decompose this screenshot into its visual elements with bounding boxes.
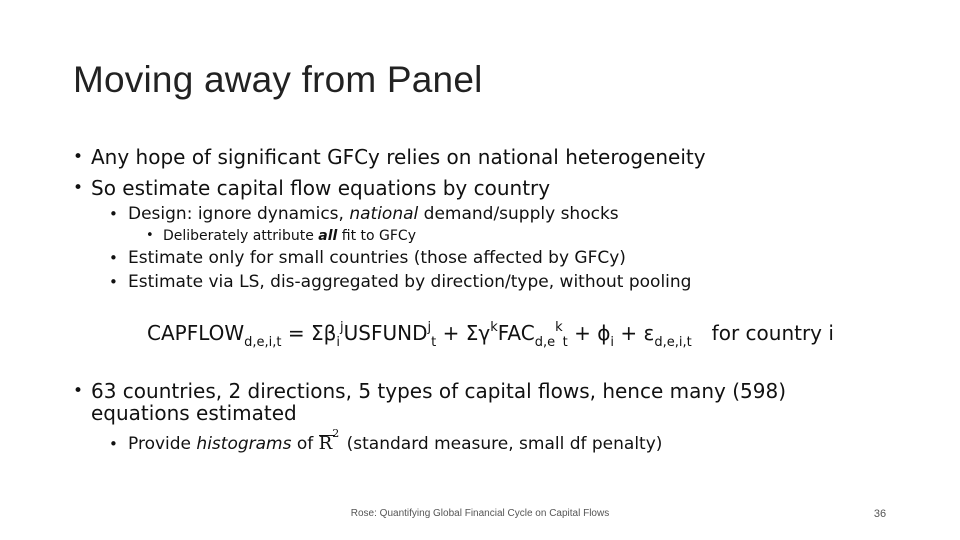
bullet-icon: •	[109, 273, 118, 291]
page-number: 36	[873, 508, 887, 520]
bullet-estimate-by-country: So estimate capital flow equations by country	[91, 176, 551, 200]
bullet-small-countries: Estimate only for small countries (those affected by GFCy)	[128, 248, 626, 268]
bullet-icon: •	[146, 228, 154, 243]
r-bar-squared-symbol: $R^2$	[318, 427, 340, 454]
bullet-ls-estimation: Estimate via LS, dis-aggregated by direction/type, without pooling	[128, 272, 692, 292]
bullet-icon: •	[109, 205, 118, 223]
bullet-icon: •	[109, 435, 118, 453]
bullet-icon: •	[73, 178, 84, 198]
bullet-countries-line1: 63 countries, 2 directions, 5 types of capital flows, hence many (598)	[91, 379, 787, 403]
bullet-attribute-fit: Deliberately attribute all fit to GFCy	[163, 228, 416, 244]
bullet-icon: •	[73, 381, 84, 401]
slide-title: Moving away from Panel	[73, 59, 483, 100]
bullet-design: Design: ignore dynamics, national demand/supply shocks	[128, 204, 619, 224]
bullet-icon: •	[73, 147, 84, 167]
bullet-histograms: Provide histograms of $R^2$ (standard measure, small df penalty)	[128, 427, 663, 454]
bullet-heterogeneity: Any hope of significant GFCy relies on national heterogeneity	[91, 145, 706, 169]
bullet-countries-line2: equations estimated	[91, 401, 297, 425]
capflow-equation: $CAPFLOW_{d,e,i,t}$ = $\Sigma\beta_i^jUSFUND^j_t + \Sigma\gamma^kFAC_{d,e}^k_t + \phi_i + \varepsilon_{d,e,i,t}$ for country i	[147, 320, 834, 350]
bullet-icon: •	[109, 249, 118, 267]
footer-text: Rose: Quantifying Global Financial Cycle on Capital Flows	[350, 508, 610, 519]
